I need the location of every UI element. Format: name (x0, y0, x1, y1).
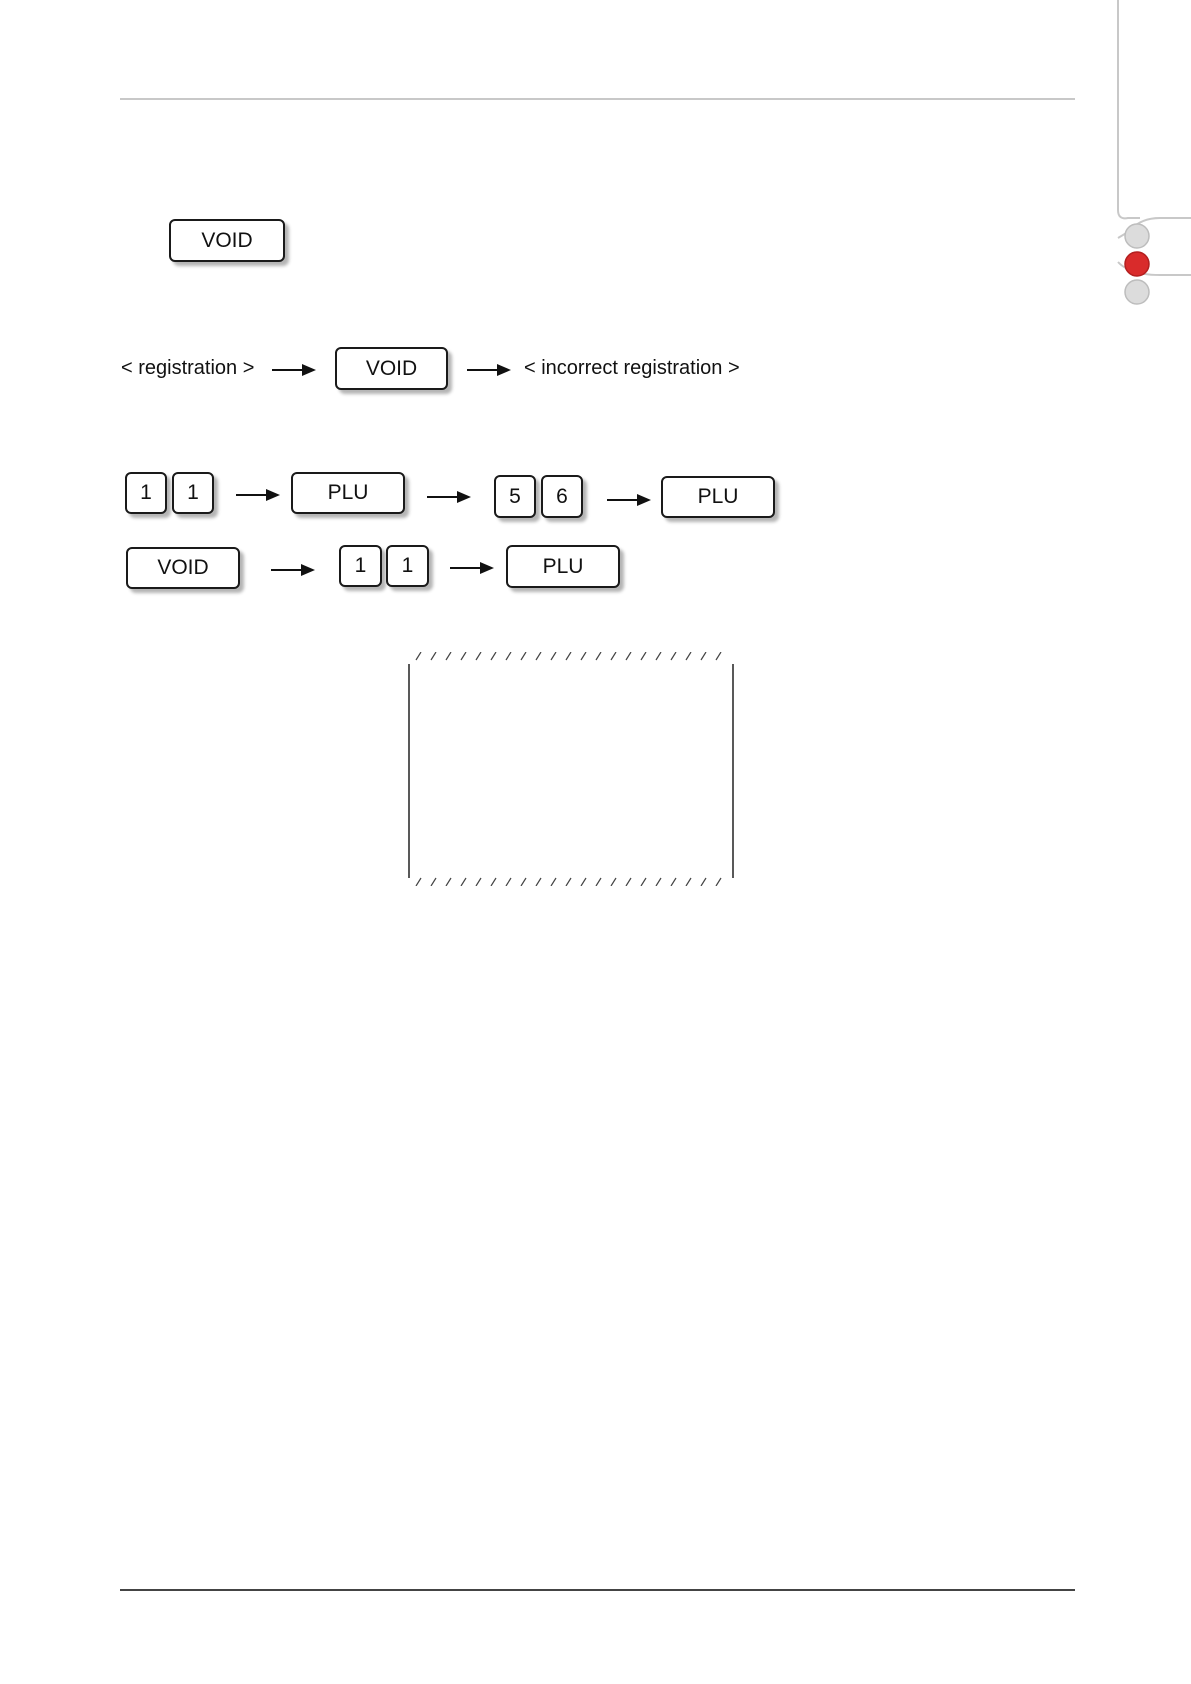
void-key-example: VOID (126, 547, 240, 589)
footer-rule (120, 1589, 1075, 1591)
nav-dot-1 (1125, 224, 1149, 248)
registration-label: < registration > (121, 357, 255, 379)
arrow-icon (236, 485, 280, 505)
arrow-icon (467, 360, 511, 380)
digit-key-1: 1 (339, 545, 382, 587)
digit-key-1: 1 (125, 472, 167, 514)
header-rule (120, 98, 1075, 100)
plu-key: PLU (661, 476, 775, 518)
section-indicator (1100, 0, 1191, 320)
digit-key-1: 1 (172, 472, 214, 514)
receipt-printout (406, 652, 736, 886)
arrow-icon (427, 487, 471, 507)
void-key-flow: VOID (335, 347, 448, 390)
incorrect-registration-label: < incorrect registration > (524, 357, 740, 379)
arrow-icon (450, 558, 494, 578)
plu-key: PLU (291, 472, 405, 514)
arrow-icon (272, 360, 316, 380)
arrow-icon (607, 490, 651, 510)
nav-dot-3 (1125, 280, 1149, 304)
void-key: VOID (169, 219, 285, 262)
digit-key-1: 1 (386, 545, 429, 587)
digit-key-5: 5 (494, 475, 536, 518)
digit-key-6: 6 (541, 475, 583, 518)
arrow-icon (271, 560, 315, 580)
nav-dot-2-active (1125, 252, 1149, 276)
plu-key: PLU (506, 545, 620, 588)
